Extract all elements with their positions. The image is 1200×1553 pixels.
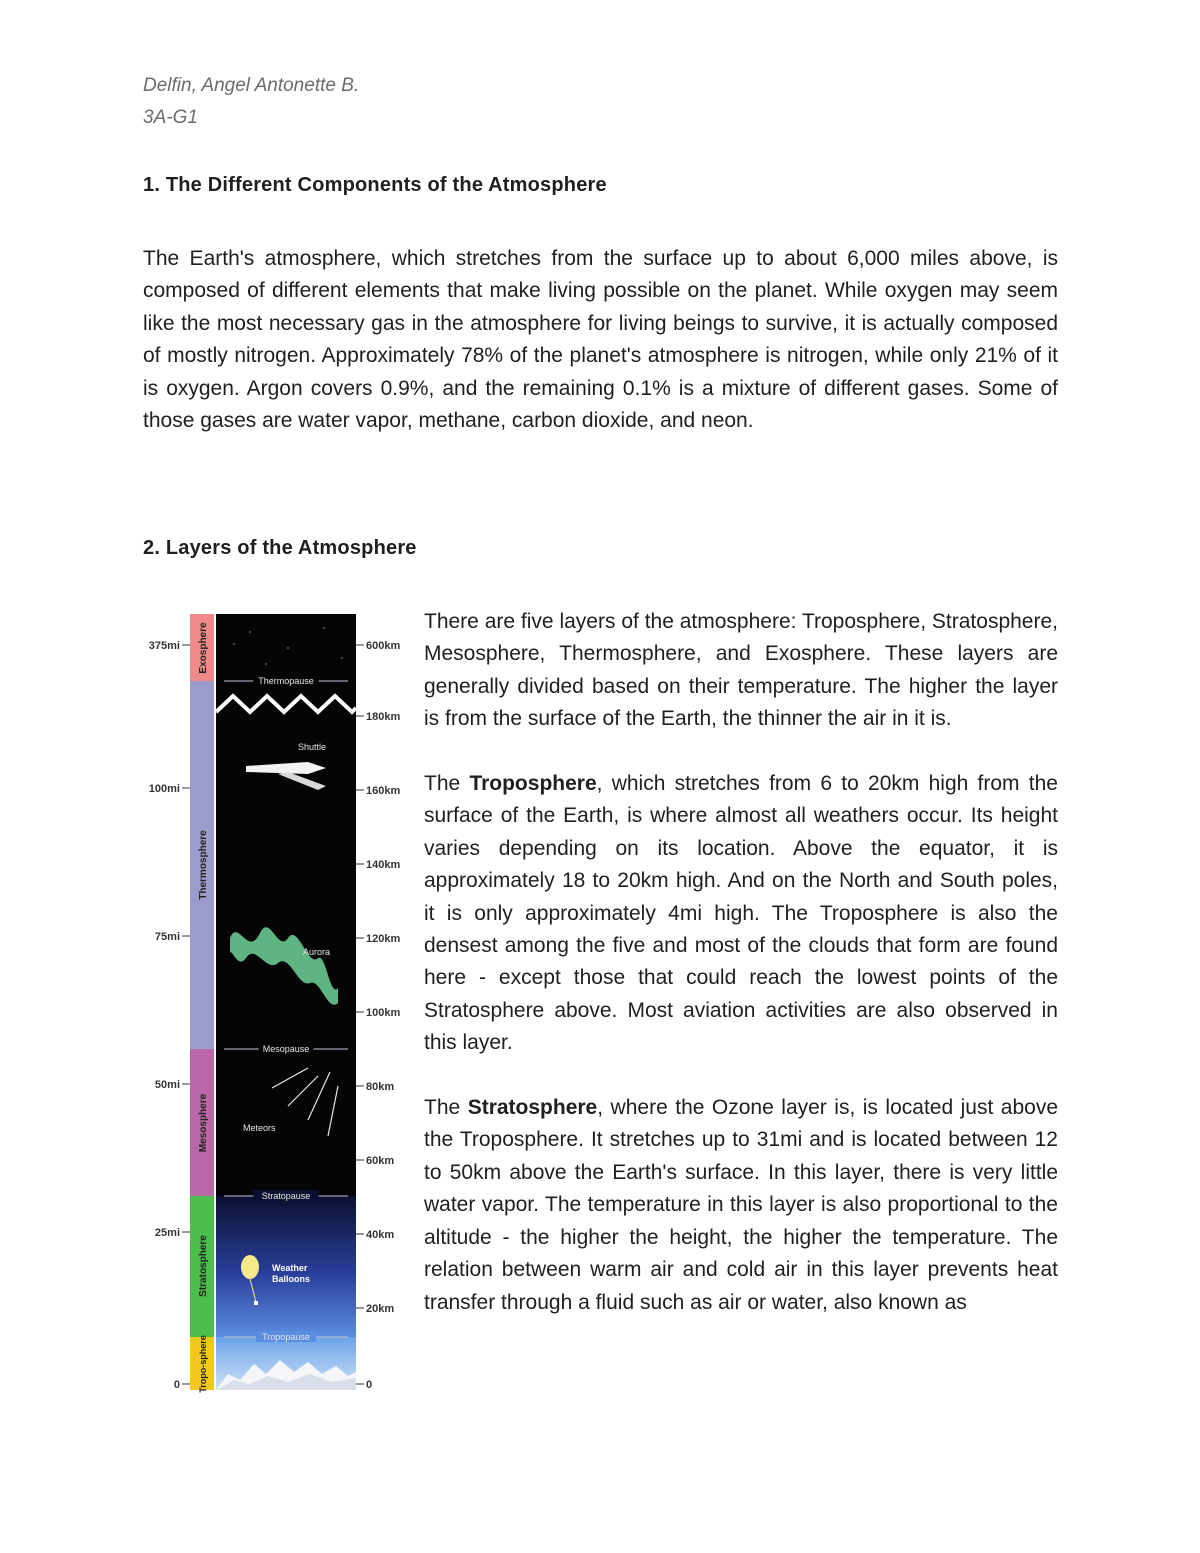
km-tick-label-7: 60km [366, 1155, 395, 1167]
boundary-label-thermopause: Thermopause [258, 676, 314, 686]
exosphere-label: Exosphere [198, 622, 209, 674]
stratosphere-body: , where the Ozone layer is, is located just above the Troposphere. It stretches up to 31mi and is located between 12 to 50km above the Earth's surface. In this layer, there is very little water vapor. The temperature in this layer is also proportional to the altitude - the higher the height, the higher the temperature. The relation between warm air and cold air in this layer prevents heat transfer through a fluid such as air or water, also known as [424, 1096, 1058, 1314]
stratosphere-prefix: The [424, 1096, 468, 1120]
mi-tick-label-2: 75mi [154, 931, 180, 943]
km-tick-label-0: 600km [366, 640, 401, 652]
troposphere-term: Troposphere [469, 772, 597, 796]
mesosphere-label: Mesosphere [198, 1093, 209, 1153]
mi-tick-label-4: 25mi [154, 1227, 180, 1239]
section-1-paragraph: The Earth's atmosphere, which stretches from the surface up to about 6,000 miles above, is composed of different elements that make living possible on the planet. While oxygen may seem like the most necessary gas in the atmosphere for living beings to survive, it is actually composed of mostly nitrogen. Approximately 78% of the planet's atmosphere is nitrogen, while only 21% of it is oxygen. Argon covers 0.9%, and the remaining 0.1% is a mixture of different gases. Some of those gases are water vapor, methane, carbon dioxide, and neon. [143, 247, 1058, 433]
km-tick-label-8: 40km [366, 1229, 395, 1241]
km-tick-label-2: 160km [366, 785, 401, 797]
meteors-label: Meteors [243, 1123, 276, 1133]
boundary-label-mesopause: Mesopause [262, 1044, 310, 1054]
author-name: Delfin, Angel Antonette B. [143, 75, 360, 96]
section-1-heading: 1. The Different Components of the Atmosphere [143, 174, 607, 196]
troposphere-label: Tropo-sphere [198, 1335, 208, 1393]
weather-balloon-icon [241, 1255, 259, 1279]
troposphere-body: , which stretches from 6 to 20km high from the surface of the Earth, is where almost all weathers occur. Its height varies depending on its location. Above the equator, it is approximately 18 to 20km high. And on the North and South poles, it is only approximately 4mi high. The Troposphere is also the densest among the five and most of the clouds that form are found here - except those that could reach the lowest points of the Stratosphere above. Most aviation activities are also observed in this layer. [424, 772, 1058, 1055]
boundary-label-stratopause: Stratopause [261, 1191, 311, 1201]
weather-label: Weather [272, 1263, 308, 1273]
mi-tick-label-0: 375mi [148, 640, 180, 652]
mi-tick-label-5: 0 [173, 1379, 180, 1391]
stratosphere-term: Stratosphere [467, 1096, 598, 1120]
thermosphere-label: Thermosphere [198, 830, 209, 900]
km-tick-label-9: 20km [366, 1303, 395, 1315]
km-tick-label-10: 0 [366, 1379, 373, 1391]
balloons-label: Balloons [272, 1274, 311, 1284]
author-block [143, 70, 359, 134]
shuttle-label: Shuttle [298, 742, 327, 752]
km-tick-label-4: 120km [366, 933, 401, 945]
balloon-payload-icon [254, 1301, 258, 1305]
km-tick-label-5: 100km [366, 1007, 401, 1019]
section-2-heading: 2. Layers of the Atmosphere [143, 537, 417, 559]
aurora-label: Aurora [303, 947, 331, 957]
boundary-label-tropopause: Tropopause [262, 1332, 310, 1342]
stratosphere-paragraph [424, 1092, 1058, 1319]
section-2-text [424, 606, 1058, 1319]
mi-tick-label-3: 50mi [154, 1079, 180, 1091]
layers-intro: There are five layers of the atmosphere: Troposphere, Stratosphere, Mesosphere, Thermosphere, and Exosphere. These layers are generally divided based on their temperature. The higher the layer is from the surface of the Earth, the thinner the air in it is. [424, 610, 1058, 731]
km-tick-label-6: 80km [366, 1081, 395, 1093]
km-tick-label-3: 140km [366, 859, 401, 871]
troposphere-prefix: The [424, 772, 470, 796]
stratosphere-label: Stratosphere [198, 1235, 209, 1297]
troposphere-paragraph [424, 768, 1058, 1060]
atmosphere-layers-diagram [138, 608, 413, 1398]
km-tick-label-1: 180km [366, 711, 401, 723]
mi-tick-label-1: 100mi [148, 783, 180, 795]
author-section: 3A-G1 [143, 107, 198, 128]
